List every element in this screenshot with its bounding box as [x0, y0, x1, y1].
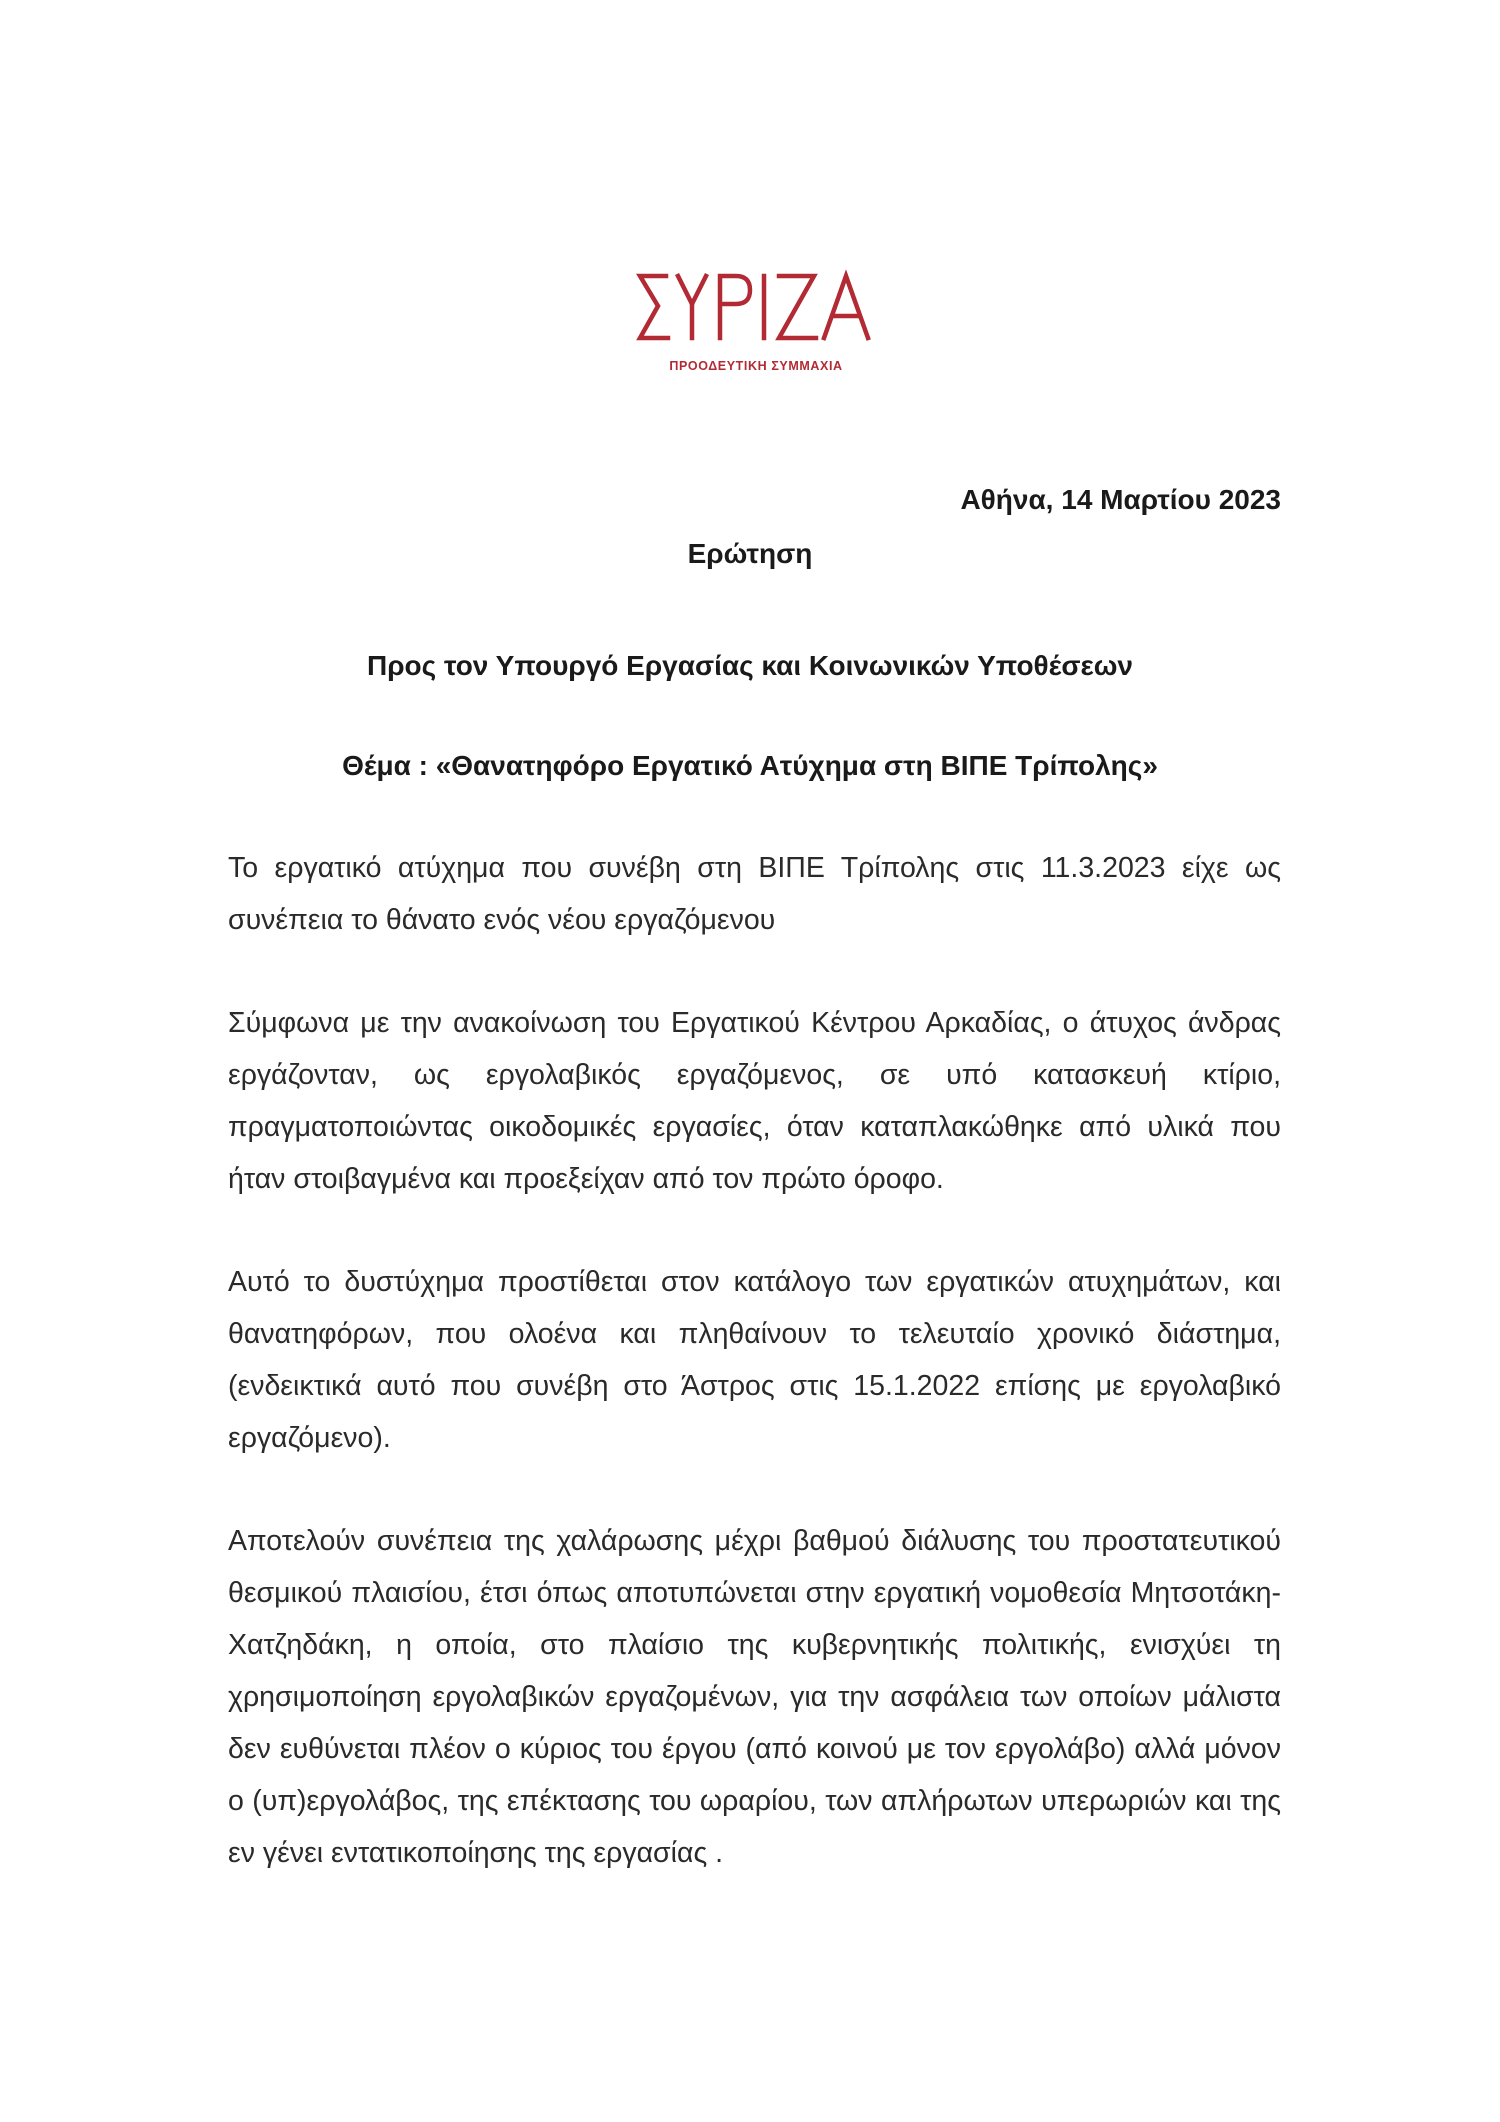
paragraph: Αποτελούν συνέπεια της χαλάρωσης μέχρι βαθμού διάλυσης του προστατευτικού θεσμικού πλαισίου, έτσι όπως αποτυπώνεται στην εργατική νομοθεσία Μητσοτάκη-Χατζηδάκη, η οποία, στο πλαίσιο της κυβερνητικής πολιτικής, ενισχύει τη χρησιμοποίηση εργολαβικών εργαζομένων, για την ασφάλεια των οποίων μάλιστα δεν ευθύνεται πλέον ο κύριος του έργου (από κοινού με τον εργολάβο) αλλά μόνον ο (υπ)εργολάβος, της επέκτασης του ωραρίου, των απλήρωτων υπερωριών και της εν γένει εντατικοποίησης της εργασίας . [228, 1525, 1281, 1869]
document-body [228, 842, 1281, 1930]
recipient-heading: Προς τον Υπουργό Εργασίας και Κοινωνικών Υποθέσεων [367, 650, 1133, 681]
paragraph: Αυτό το δυστύχημα προστίθεται στον κατάλογο των εργατικών ατυχημάτων, και θανατηφόρων, που ολοένα και πληθαίνουν το τελευταίο χρονικό διάστημα, (ενδεικτικά αυτό που συνέβη στο Άστρος στις 15.1.2022 επίσης με εργολαβικό εργαζόμενο). [228, 1266, 1281, 1454]
syriza-logo [636, 262, 876, 382]
document-date: Αθήνα, 14 Μαρτίου 2023 [960, 484, 1281, 515]
paragraph: Σύμφωνα με την ανακοίνωση του Εργατικού Κέντρου Αρκαδίας, ο άτυχος άνδρας εργάζονταν, ως εργολαβικός εργαζόμενος, σε υπό κατασκευή κτίριο, πραγματοποιώντας οικοδομικές εργασίες, όταν καταπλακώθηκε από υλικά που ήταν στοιβαγμένα και προεξείχαν από τον πρώτο όροφο. [228, 1007, 1281, 1195]
subject-heading: Θέμα : «Θανατηφόρο Εργατικό Ατύχημα στη ΒΙΠΕ Τρίπολης» [342, 750, 1158, 781]
syriza-wordmark-logo [636, 262, 876, 352]
logo-tagline: ΠΡΟΟΔΕΥΤΙΚΗ ΣΥΜΜΑΧΙΑ [669, 359, 843, 373]
paragraph: Το εργατικό ατύχημα που συνέβη στη ΒΙΠΕ Τρίπολης στις 11.3.2023 είχε ως συνέπεια το θάνατο ενός νέου εργαζόμενου [228, 852, 1281, 936]
document-type-heading: Ερώτηση [687, 538, 813, 569]
